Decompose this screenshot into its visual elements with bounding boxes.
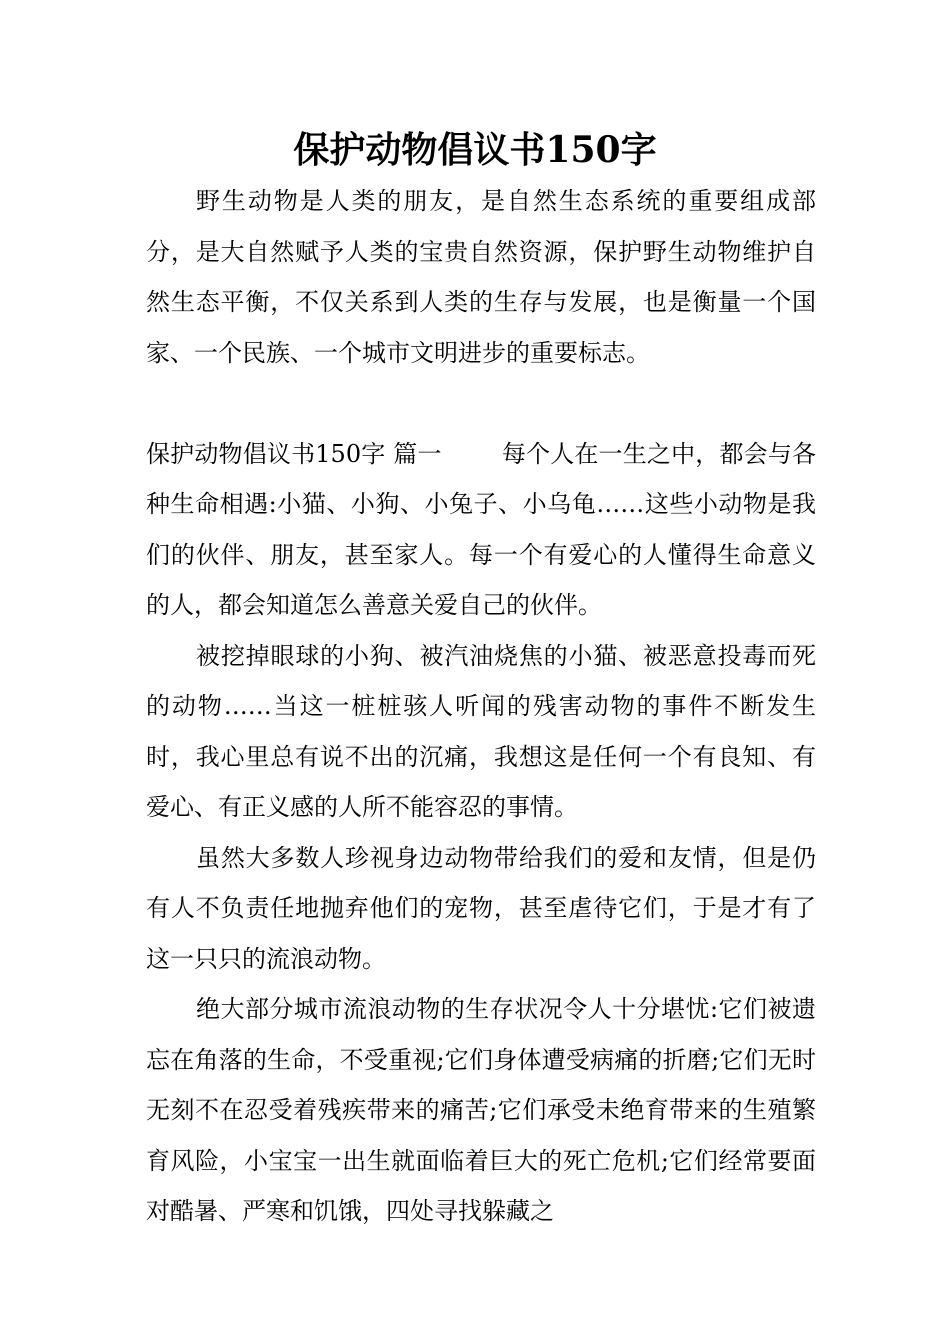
section-first-text: 每个人在一生之中，都会与各种生命相遇:小猫、小狗、小兔子、小乌龟……这些小动物是我们的伙伴、朋友，甚至家人。每一个有爱心的人懂得生命意义的人，都会知道怎么善意关爱自己的伙伴。 xyxy=(146,439,817,619)
section-paragraph xyxy=(146,429,816,631)
paragraph-gap xyxy=(146,378,816,429)
section-heading: 保护动物倡议书150字 篇一 xyxy=(146,439,442,468)
document-body xyxy=(146,176,816,1237)
body-paragraph: 虽然大多数人珍视身边动物带给我们的爱和友情，但是仍有人不负责任地抛弃他们的宠物，甚至虐待它们，于是才有了这一只只的流浪动物。 xyxy=(146,843,816,973)
intro-paragraph: 野生动物是人类的朋友，是自然生态系统的重要组成部分，是大自然赋予人类的宝贵自然资源，保护野生动物维护自然生态平衡，不仅关系到人类的生存与发展，也是衡量一个国家、一个民族、一个城市文明进步的重要标志。 xyxy=(146,187,816,367)
body-paragraph: 绝大部分城市流浪动物的生存状况令人十分堪忧:它们被遗忘在角落的生命，不受重视;它们身体遭受病痛的折磨;它们无时无刻不在忍受着残疾带来的痛苦;它们承受未绝育带来的生殖繁育风险，小宝宝一出生就面临着巨大的死亡危机;它们经常要面对酷暑、严寒和饥饿，四处寻找躲藏之 xyxy=(146,995,816,1225)
document-title: 保护动物倡议书150字 xyxy=(293,129,657,171)
body-paragraph: 被挖掉眼球的小狗、被汽油烧焦的小猫、被恶意投毒而死的动物……当这一桩桩骇人听闻的残害动物的事件不断发生时，我心里总有说不出的沉痛，我想这是任何一个有良知、有爱心、有正义感的人所不能容忍的事情。 xyxy=(146,641,816,821)
